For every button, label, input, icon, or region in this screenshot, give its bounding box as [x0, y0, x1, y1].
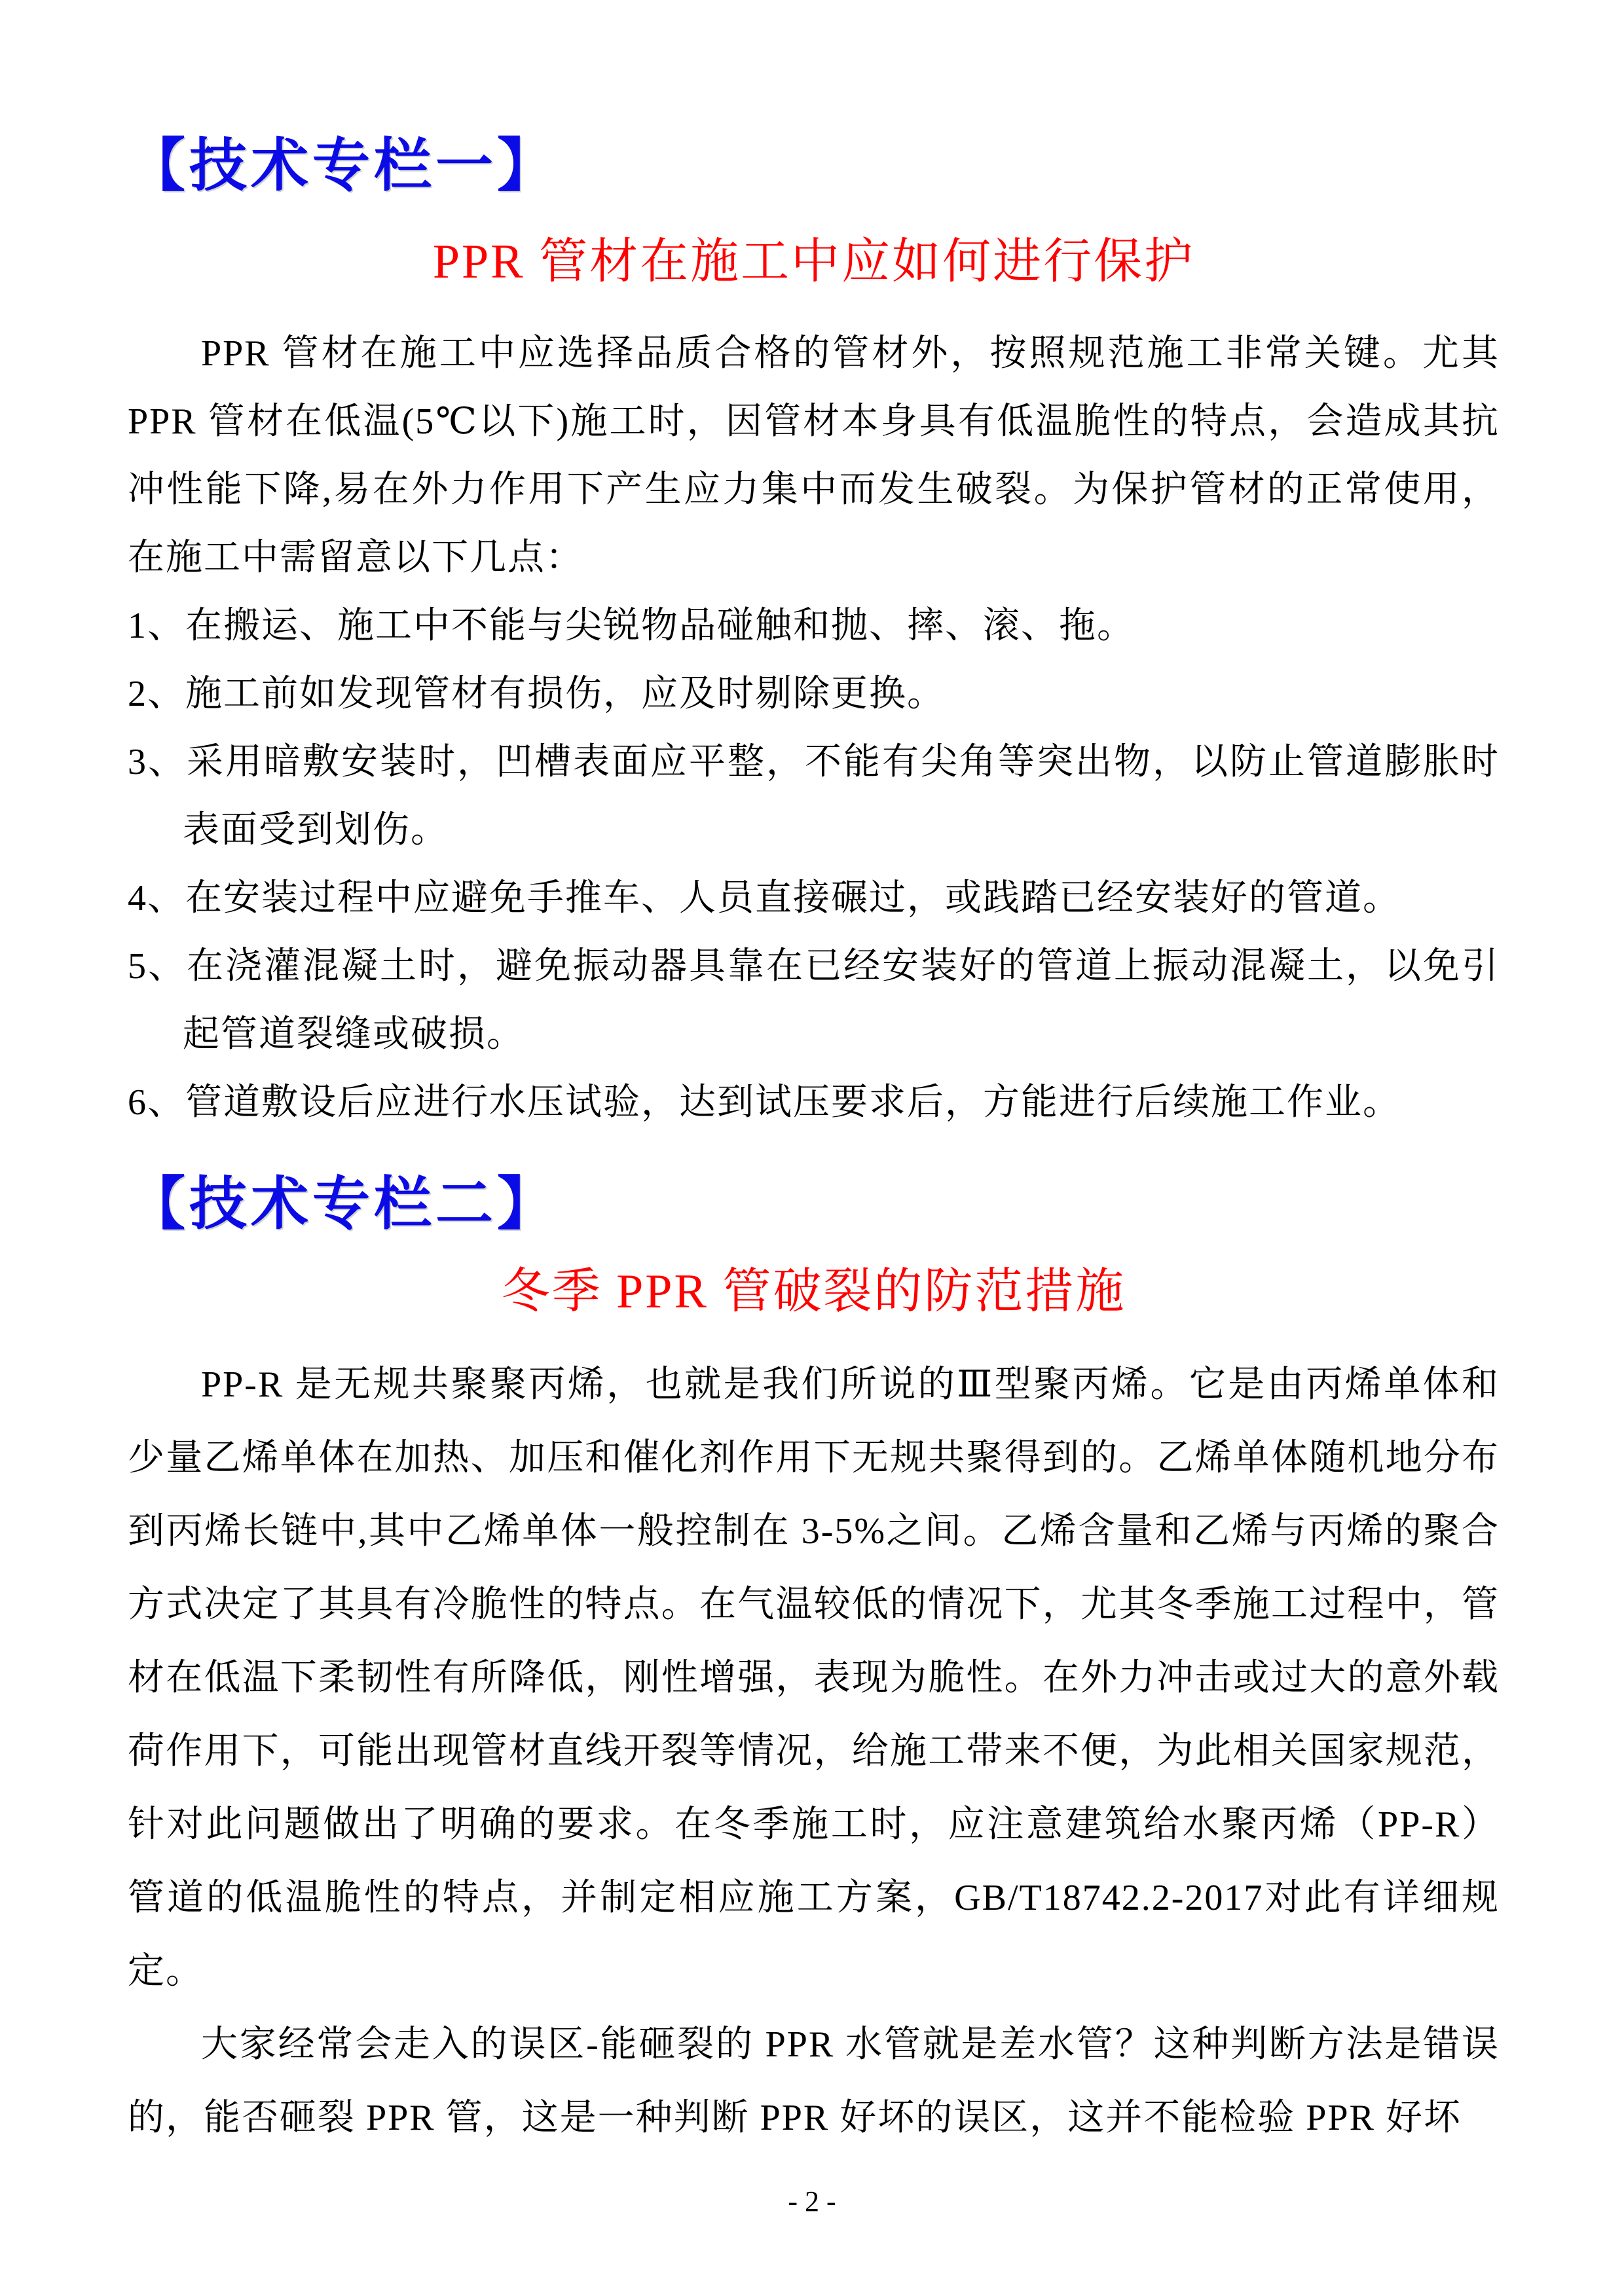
list-item-4: 4、在安装过程中应避免手推车、人员直接碾过，或践踏已经安装好的管道。 — [128, 878, 1401, 919]
list-item-3: 3、采用暗敷安装时，凹槽表面应平整，不能有尖角等突出物，以防止管道膨胀时表面受到划伤。 — [128, 742, 1500, 850]
section2-paragraph-2: 大家经常会走入的误区-能砸裂的 PPR 水管就是差水管？这种判断方法是错误的，能否砸裂 PPR 管，这是一种判断 PPR 好坏的误区，这并不能检验 PPR 好坏 — [128, 2024, 1500, 2138]
section2-title: 冬季 PPR 管破裂的防范措施 — [501, 1265, 1126, 1319]
section-tech-column-2 — [128, 1173, 1500, 2155]
section2-paragraph-1: PP-R 是无规共聚聚丙烯，也就是我们所说的Ⅲ型聚丙烯。它是由丙烯单体和少量乙烯单体在加热、加压和催化剂作用下无规共聚得到的。乙烯单体随机地分布到丙烯长链中,其中乙烯单体一般控制在 3-5%之间。乙烯含量和乙烯与丙烯的聚合方式决定了其具有冷脆性的特点。在气温较低的情况下，尤其冬季施工过程中，管材在低温下柔韧性有所降低，刚性增强，表现为脆性。在外力冲击或过大的意外载荷作用下，可能出现管材直线开裂等情况，给施工带来不便，为此相关国家规范，针对此问题做出了明确的要求。在冬季施工时，应注意建筑给水聚丙烯（PP-R）管道的低温脆性的特点，并制定相应施工方案，GB/T18742.2-2017对此有详细规定。 — [128, 1364, 1500, 1992]
list-item-2: 2、施工前如发现管材有损伤，应及时剔除更换。 — [128, 674, 945, 714]
page-number: - 2 - — [788, 2185, 836, 2217]
list-item-1: 1、在搬运、施工中不能与尖锐物品碰触和抛、摔、滚、拖。 — [128, 606, 1135, 646]
section2-heading: 【技术专栏二】 — [128, 1173, 559, 1237]
section1-title: PPR 管材在施工中应如何进行保护 — [432, 235, 1195, 289]
section1-list — [128, 592, 1500, 1137]
list-item-6: 6、管道敷设后应进行水压试验，达到试压要求后，方能进行后续施工作业。 — [128, 1082, 1401, 1123]
section1-heading: 【技术专栏一】 — [128, 135, 559, 198]
section-tech-column-1 — [128, 134, 1500, 1137]
section1-paragraph: PPR 管材在施工中应选择品质合格的管材外，按照规范施工非常关键。尤其 PPR 管材在低温(5℃以下)施工时，因管材本身具有低温脆性的特点，会造成其抗冲性能下降,易在外力作用下产生应力集中而发生破裂。为保护管材的正常使用，在施工中需留意以下几点： — [128, 333, 1500, 578]
list-item-5: 5、在浇灌混凝土时，避免振动器具靠在已经安装好的管道上振动混凝土，以免引起管道裂缝或破损。 — [128, 946, 1500, 1055]
